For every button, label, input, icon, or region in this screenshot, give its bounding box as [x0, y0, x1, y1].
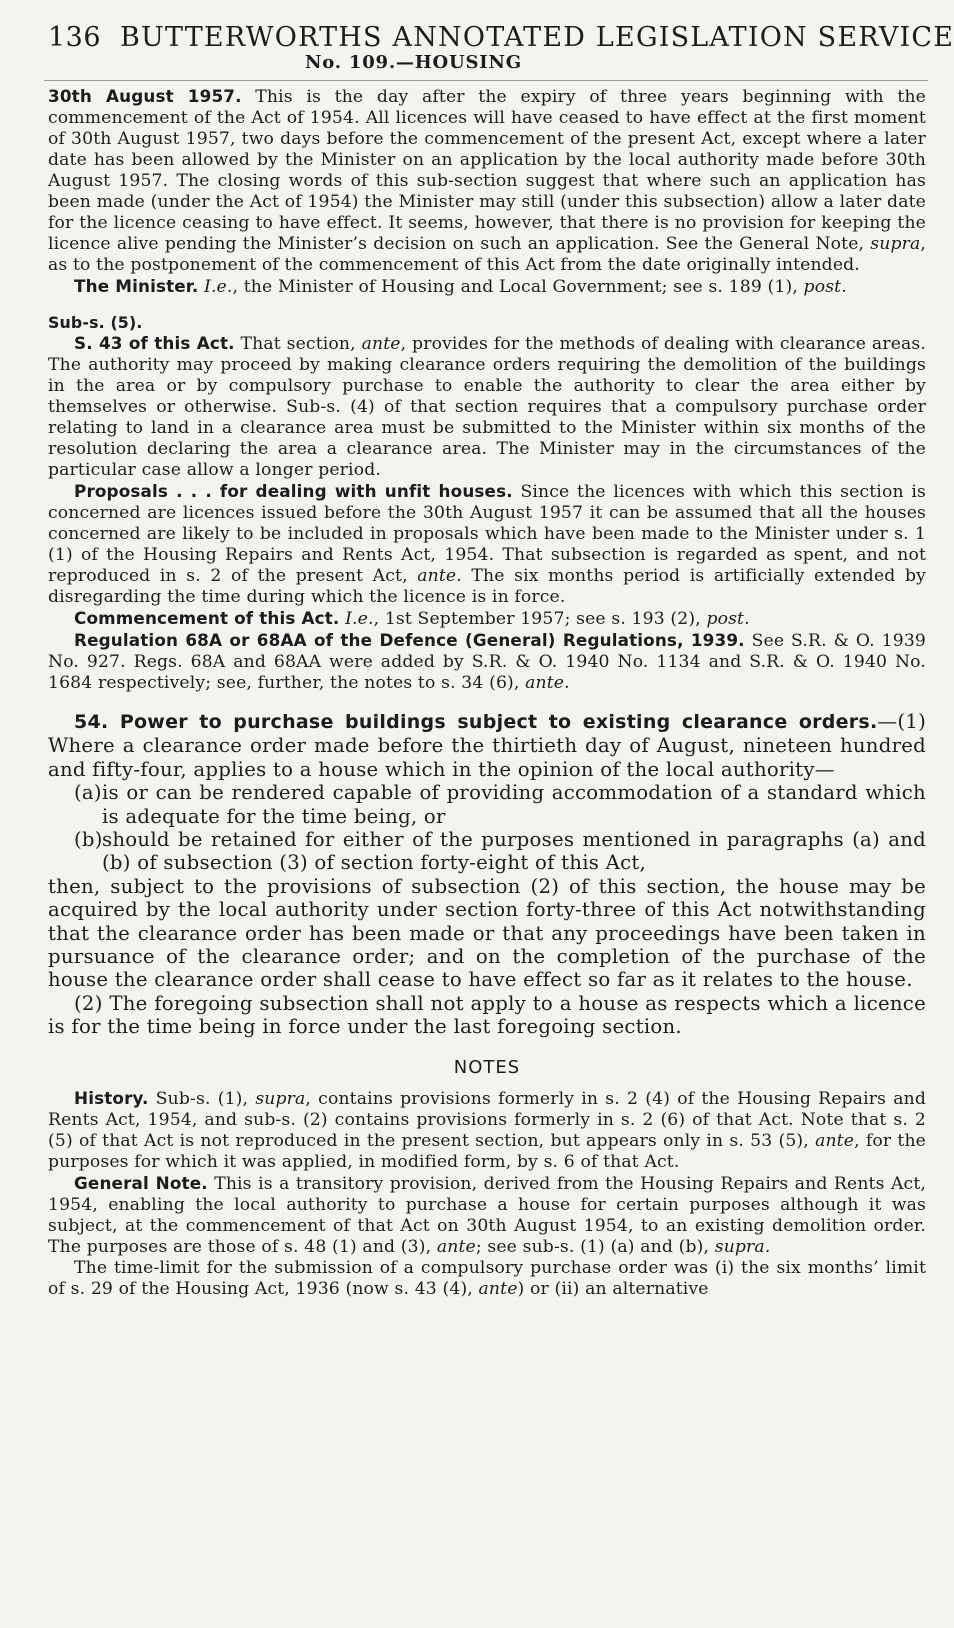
note-italic: ante [436, 1236, 476, 1257]
section-54-item-a [74, 781, 926, 828]
note-heading: 30th August 1957. [48, 86, 242, 106]
section-54 [48, 710, 926, 1039]
note-heading: General Note. [74, 1172, 208, 1193]
section-54-item-b [74, 828, 926, 875]
spacer [48, 694, 926, 710]
section-54-subsection-1 [48, 710, 926, 781]
note-proposals [48, 481, 926, 608]
note-text: Sub-s. (1), [155, 1088, 256, 1109]
note-heading: Proposals . . . for dealing with unfit houses. [74, 481, 513, 501]
note-time-limit [48, 1258, 926, 1300]
chapter-subtitle: No. 109.—HOUSING [305, 52, 522, 73]
note-heading: Regulation 68A or 68AA of the Defence (General) Regulations, 1939. [74, 630, 745, 650]
note-text: , for the purposes for which it was applied, in modified form, by s. 6 of that Act. [48, 1130, 926, 1172]
note-text: The six months period is artificially extended by disregarding the time during which the licence is in force. [48, 566, 926, 607]
page-header [48, 0, 954, 78]
item-text: is or can be rendered capable of providing accommodation of a standard which is adequate for the time being, or [102, 781, 926, 828]
note-heading: S. 43 of this Act. [74, 333, 235, 353]
item-label: (b) [74, 828, 103, 852]
note-text: See S.R. & O. 1939 No. 927. Regs. 68A and 68AA were added by S.R. & O. 1940 No. 1134 and S.R. & O. 1940 No. 1684 respectively; see, further, the notes to s. 34 (6), [48, 631, 926, 693]
note-30th-august [48, 86, 926, 276]
note-italic: supra [870, 234, 921, 254]
running-title: BUTTERWORTHS ANNOTATED LEGISLATION SERVICE [120, 22, 954, 53]
note-italic: supra [255, 1088, 306, 1109]
note-text: This is the day after the expiry of three years beginning with the commencement of the Act of 1954. All licences will have ceased to have effect at the first moment of 30th August 1957, two days before the commencement of the present Act, except where a later date has been allowed by the Minister on an application by the local authority made before 30th August 1957. The closing words of this sub-section suggest that where such an application has been made (under the Act of 1954) the Minister may still (under this subsection) allow a later date for the licence ceasing to have effect. It seems, however, that there is no provision for keeping the licence alive pending the Minister’s decision on such an application. See the General Note, [48, 87, 926, 254]
note-text: , provides for the methods of dealing with clearance areas. The authority may proceed by making clearance orders requiring the demolition of the buildings in the area or by compulsory purchase to enable the authority to clear the area either by themselves or otherwise. Sub-s. (4) of that section requires that a compulsory purchase order relating to land in a clearance area must be submitted to the Minister within six months of the resolution declaring the area a clearance area. The Minister may in the circumstances of the particular case allow a longer period. [48, 334, 926, 480]
note-italic: ante. [417, 566, 462, 586]
note-italic: ante [361, 334, 401, 354]
note-history [48, 1088, 926, 1173]
note-text: ) or (ii) an alternative [517, 1278, 709, 1299]
note-text: That section, [240, 334, 362, 354]
note-italic: ante [815, 1130, 855, 1151]
note-italic: supra. [714, 1236, 771, 1257]
header-rule [44, 80, 928, 81]
item-label: (a) [74, 781, 102, 805]
note-text: Since the licences with which this section is concerned are licences issued before the 30th August 1957 it can be assumed that all the houses concerned are likely to be included in proposals which have been made to the Minister under s. 1 (1) of the Housing Repairs and Rents Act, 1954. That subsection is regarded as spent, and not reproduced in s. 2 of the present Act, [48, 482, 926, 586]
section-heading: 54. Power to purchase buildings subject to existing clearance orders. [74, 711, 878, 733]
note-text: The time-limit for the submission of a compulsory purchase order was (i) the six months’ limit of s. 29 of the Housing Act, 1936 (now s. 43 (4), [48, 1257, 926, 1299]
note-italic: I.e. [345, 609, 374, 629]
page-body [48, 86, 926, 1300]
note-heading: The Minister. [74, 276, 199, 296]
note-text: , as to the postponement of the commencement of this Act from the date originally intended. [48, 234, 926, 275]
section-54-then: then, subject to the provisions of subsection (2) of this section, the house may be acquired by the local authority under section forty-three of this Act notwithstanding that the clearance order has been made or that any proceedings have been taken in pursuance of the clearance order; and on the completion of the purchase of the house the clearance order shall cease to have effect so far as it relates to the house. [48, 874, 926, 992]
note-heading: History. [74, 1087, 149, 1108]
note-italic: ante [478, 1278, 518, 1299]
note-italic: I.e. [204, 277, 233, 297]
note-the-minister [48, 276, 926, 298]
note-s43 [48, 333, 926, 481]
note-text: , the Minister of Housing and Local Government; see s. 189 (1), [232, 277, 804, 297]
note-commencement [48, 608, 926, 630]
note-text: ; see sub-s. (1) (a) and (b), [475, 1236, 715, 1257]
subsection-heading: Sub-s. (5). [48, 313, 143, 332]
page-number: 136 [48, 22, 102, 53]
note-italic: ante. [525, 673, 570, 693]
note-regulation-68a [48, 630, 926, 694]
section-54-subsection-2: (2) The foregoing subsection shall not apply to a house as respects which a licence is for the time being in force under the last foregoing section. [48, 991, 926, 1039]
note-text: , 1st September 1957; see s. 193 (2), [373, 609, 707, 629]
section-text: —(1) Where a clearance order made before the thirtieth day of August, nineteen hundred and fifty-four, applies to a house which in the opinion of the local authority— [48, 710, 926, 781]
item-text: should be retained for either of the purposes mentioned in paragraphs (a) and (b) of subsection (3) of section forty-eight of this Act, [102, 828, 926, 875]
notes-title: NOTES [453, 1056, 521, 1078]
note-text: This is a transitory provision, derived from the Housing Repairs and Rents Act, 1954, enabling the local authority to purchase a house for certain purposes although it was subject, at the commencement of that Act on 30th August 1954, to an existing demolition order. The purposes are those of s. 48 (1) and (3), [48, 1173, 926, 1257]
note-italic: post. [803, 277, 847, 297]
note-heading: Commencement of this Act. [74, 608, 340, 628]
note-italic: post. [706, 609, 750, 629]
note-text: , contains provisions formerly in s. 2 (4) of the Housing Repairs and Rents Act, 1954, and sub-s. (2) contains provisions formerly in s. 2 (6) of that Act. Note that s. 2 (5) of that Act is not reproduced in the present section, but appears only in s. 53 (5), [48, 1088, 926, 1151]
note-general [48, 1173, 926, 1258]
